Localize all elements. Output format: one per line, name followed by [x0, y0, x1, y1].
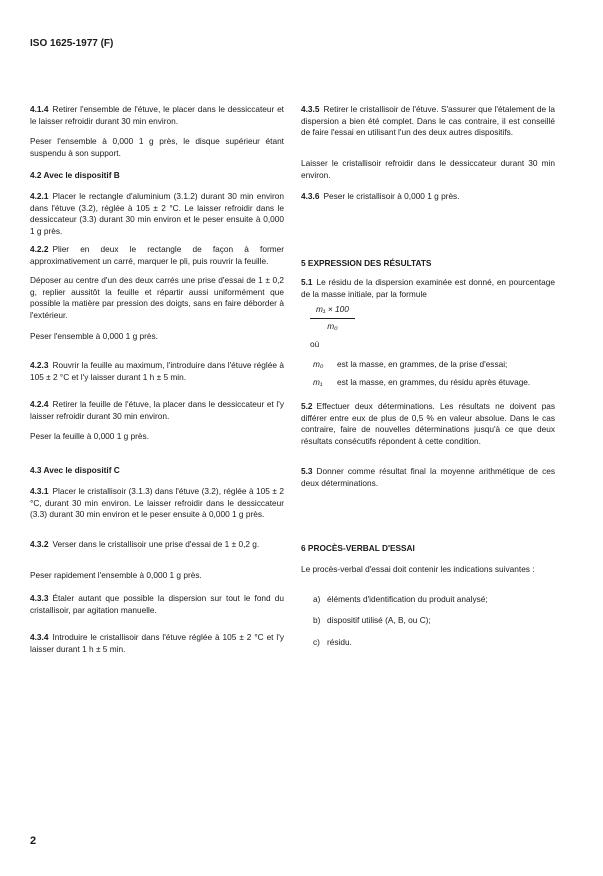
- paragraph: [30, 431, 284, 443]
- list-text: dispositif utilisé (A, B, ou C);: [327, 615, 431, 625]
- list-text: résidu.: [327, 637, 352, 647]
- definition-m0: [313, 359, 563, 371]
- list-item: [313, 615, 431, 627]
- paragraph-text: Retirer le cristallisoir de l'étuve. S'assurer que l'étalement de la dispersion a bien été complet. Dans le cas contraire, il est conseillé de faire l'essai en utilisant l'un des deux autres dispositifs.: [301, 104, 555, 138]
- section-heading: [30, 465, 284, 477]
- clause-number: 4.2.2: [30, 244, 49, 254]
- paragraph-text: Peser l'ensemble à 0,000 1 g près.: [30, 331, 158, 341]
- paragraph: [30, 275, 284, 321]
- paragraph: [30, 632, 284, 655]
- paragraph: [30, 244, 284, 267]
- paragraph: [30, 331, 284, 343]
- paragraph-text: 5 EXPRESSION DES RÉSULTATS: [301, 258, 432, 268]
- paragraph: [30, 136, 284, 159]
- paragraph-text: Le résidu de la dispersion examinée est donné, en pourcentage de la masse initiale, par la formule: [301, 277, 555, 299]
- clause-number: 4.3.5: [301, 104, 320, 114]
- formula-numerator: m₁ × 100: [310, 304, 355, 319]
- clause-number: 4.2.4: [30, 399, 49, 409]
- paragraph-text: Le procès-verbal d'essai doit contenir les indications suivantes :: [301, 564, 535, 574]
- formula: [310, 304, 355, 332]
- paragraph: [301, 191, 555, 203]
- page-number: 2: [30, 835, 37, 847]
- paragraph-text: 6 PROCÈS-VERBAL D'ESSAI: [301, 543, 415, 553]
- paragraph: [30, 104, 284, 127]
- paragraph: [30, 570, 284, 582]
- paragraph: [30, 399, 284, 422]
- paragraph-text: Retirer l'ensemble de l'étuve, le placer dans le dessiccateur et le laisser refroidir durant 30 min environ.: [30, 104, 284, 126]
- paragraph-text: Peser rapidement l'ensemble à 0,000 1 g près.: [30, 570, 202, 580]
- symbol: m₀: [313, 359, 324, 369]
- list-item: [313, 594, 488, 606]
- paragraph-text: Placer le rectangle d'aluminium (3.1.2) durant 30 min environ dans l'étuve (3.2), réglée à 105 ± 2 °C. Le laisser refroidir dans le dessiccateur (3.3) durant 30 min environ et le peser ensuite à 0,000 1 g près.: [30, 191, 284, 236]
- paragraph: [30, 539, 284, 551]
- symbol: m₁: [313, 377, 323, 387]
- paragraph-text: Effectuer deux déterminations. Les résultats ne doivent pas différer entre eux de plus de 0,5 % en valeur absolue. Dans le cas contraire, faire de nouvelles déterminations jusqu'à ce que deux résultats consécutifs répondent à cette condition.: [301, 401, 555, 446]
- clause-number: 4.3.3: [30, 593, 49, 603]
- clause-number: 4.3.4: [30, 632, 49, 642]
- paragraph-text: Donner comme résultat final la moyenne arithmétique de ces deux déterminations.: [301, 466, 555, 488]
- paragraph: [30, 593, 284, 616]
- list-marker: a): [313, 594, 321, 604]
- clause-number: 4.2.1: [30, 191, 49, 201]
- paragraph-text: Retirer la feuille de l'étuve, la placer dans le dessiccateur et l'y laisser refroidir durant 30 min environ.: [30, 399, 284, 421]
- paragraph: [301, 401, 555, 447]
- clause-number: 4.3.2: [30, 539, 49, 549]
- paragraph-text: Placer le cristallisoir (3.1.3) dans l'étuve (3.2), réglée à 105 ± 2 °C, durant 30 min environ. Le laisser refroidir dans le dessiccateur (3.3) durant 30 min environ et le peser ensuite à 0,000 1 g près.: [30, 486, 284, 520]
- paragraph-text: Rouvrir la feuille au maximum, l'introduire dans l'étuve réglée à 105 ± 2 °C et l'y laisser durant 1 h ± 5 min.: [30, 360, 284, 382]
- definition-text: est la masse, en grammes, de la prise d'essai;: [337, 359, 508, 369]
- definition-m1: [313, 377, 563, 389]
- definition-text: est la masse, en grammes, du résidu après étuvage.: [337, 377, 531, 387]
- clause-number: 4.3.6: [301, 191, 320, 201]
- formula-denominator: m₀: [327, 320, 338, 331]
- paragraph-text: Peser l'ensemble à 0,000 1 g près, le disque supérieur étant suspendu à son support.: [30, 136, 284, 158]
- clause-number: 5.3: [301, 466, 313, 476]
- paragraph: [301, 277, 555, 300]
- document-header: ISO 1625-1977 (F): [30, 38, 114, 49]
- section-heading: [301, 258, 555, 270]
- paragraph: [301, 466, 555, 489]
- paragraph-text: Peser le cristallisoir à 0,000 1 g près.: [323, 191, 460, 201]
- paragraph: [301, 158, 555, 181]
- paragraph-text: Laisser le cristallisoir refroidir dans le dessiccateur durant 30 min environ.: [301, 158, 555, 180]
- clause-number: 4.3.1: [30, 486, 49, 496]
- list-text: éléments d'identification du produit analysé;: [327, 594, 488, 604]
- formula-where: où: [310, 339, 320, 349]
- paragraph-text: Introduire le cristallisoir dans l'étuve réglée à 105 ± 2 °C et l'y laisser durant 1 h ± 5 min.: [30, 632, 284, 654]
- paragraph-text: Peser la feuille à 0,000 1 g près.: [30, 431, 149, 441]
- list-marker: c): [313, 637, 320, 647]
- paragraph-text: 4.3 Avec le dispositif C: [30, 465, 120, 475]
- clause-number: 5.1: [301, 277, 313, 287]
- paragraph-text: Étaler autant que possible la dispersion sur tout le fond du cristallisoir, par agitation manuelle.: [30, 593, 284, 615]
- paragraph: [301, 564, 555, 576]
- paragraph-text: Verser dans le cristallisoir une prise d'essai de 1 ± 0,2 g.: [52, 539, 260, 549]
- paragraph: [30, 191, 284, 237]
- paragraph-text: 4.2 Avec le dispositif B: [30, 170, 120, 180]
- clause-number: 5.2: [301, 401, 313, 411]
- section-heading: [301, 543, 555, 555]
- clause-number: 4.2.3: [30, 360, 49, 370]
- list-item: [313, 637, 352, 649]
- section-heading: [30, 170, 284, 182]
- paragraph: [30, 360, 284, 383]
- paragraph: [30, 486, 284, 521]
- clause-number: 4.1.4: [30, 104, 49, 114]
- paragraph-text: Déposer au centre d'un des deux carrés une prise d'essai de 1 ± 0,2 g, replier aussitôt la feuille et répartir aussi uniformément que possible la matière par pression des doigts, sans en faire déborder à l'extérieur.: [30, 275, 284, 320]
- list-marker: b): [313, 615, 321, 625]
- paragraph-text: Plier en deux le rectangle de façon à former approximativement un carré, marquer le pli, puis rouvrir la feuille.: [30, 244, 284, 266]
- paragraph: [301, 104, 555, 139]
